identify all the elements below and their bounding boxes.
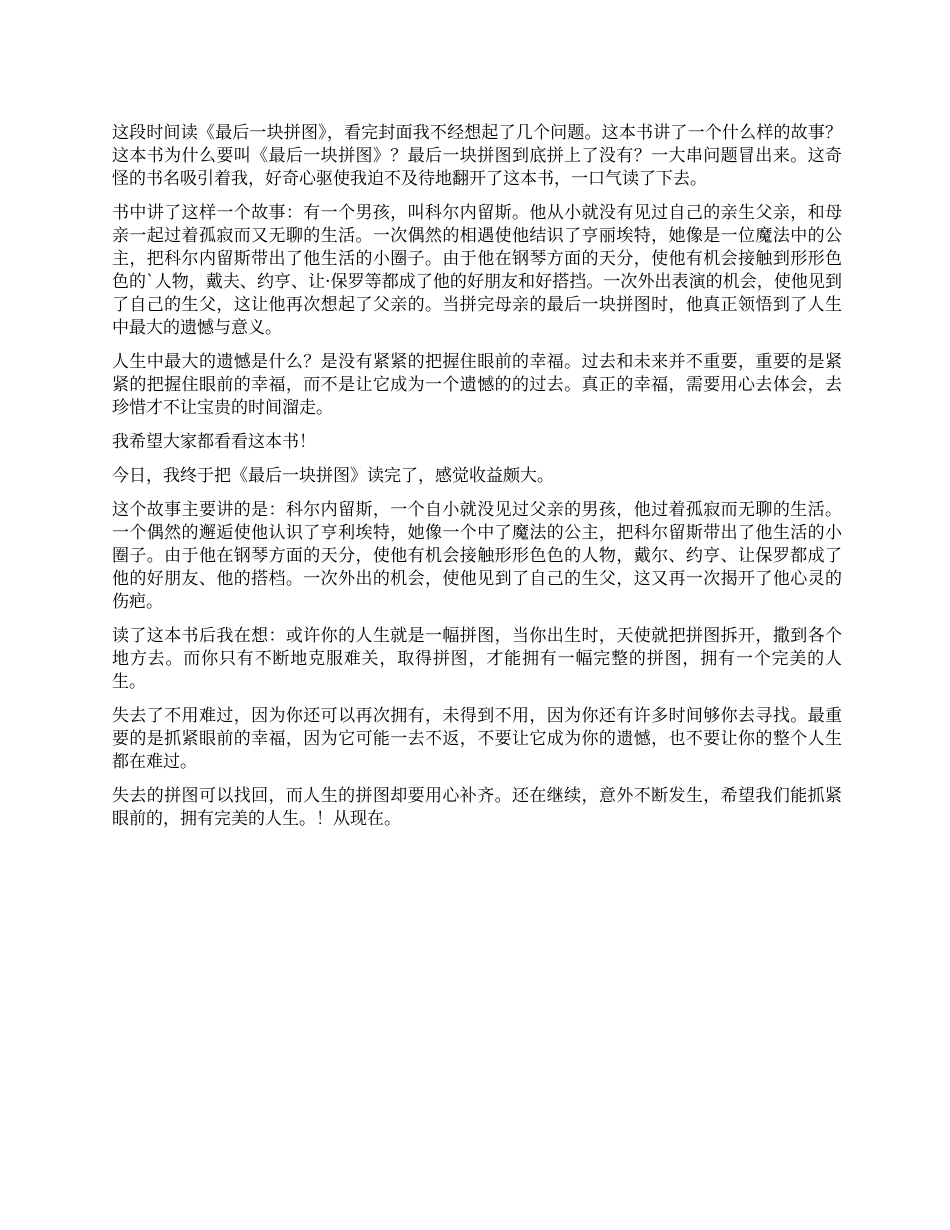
paragraph-9: 失去的拼图可以找回，而人生的拼图却要用心补齐。还在继续，意外不断发生，希望我们能抓紧眼前的，拥有完美的人生。！从现在。 xyxy=(112,786,842,829)
paragraph-8: 失去了不用难过，因为你还可以再次拥有，未得到不用，因为你还有许多时间够你去寻找。最重要的是抓紧眼前的幸福，因为它可能一去不返，不要让它成为你的遗憾，也不要让你的整个人生都在难过。 xyxy=(112,706,842,772)
paragraph-5: 今日，我终于把《最后一块拼图》读完了，感觉收益颇大。 xyxy=(112,466,554,486)
paragraph-7: 读了这本书后我在想：或许你的人生就是一幅拼图，当你出生时，天使就把拼图拆开，撒到各个地方去。而你只有不断地克服难关，取得拼图，才能拥有一幅完整的拼图，拥有一个完美的人生。 xyxy=(112,626,842,692)
paragraph-2: 书中讲了这样一个故事：有一个男孩，叫科尔内留斯。他从小就没有见过自己的亲生父亲，和母亲一起过着孤寂而又无聊的生活。一次偶然的相遇使他结识了亨丽埃特，她像是一位魔法中的公主，把科尔内留斯带出了他生活的小圈子。由于他在钢琴方面的天分，使他有机会接触到形形色色的`人物，戴夫、约亨、让·保罗等都成了他的好朋友和好搭挡。一次外出表演的机会，使他见到了自己的生父，这让他再次想起了父亲的。当拼完母亲的最后一块拼图时，他真正领悟到了人生中最大的遗憾与意义。 xyxy=(112,203,842,338)
paragraph-3: 人生中最大的遗憾是什么？是没有紧紧的把握住眼前的幸福。过去和未来并不重要，重要的是紧紧的把握住眼前的幸福，而不是让它成为一个遗憾的的过去。真正的幸福，需要用心去体会，去珍惜才不让宝贵的时间溜走。 xyxy=(112,352,842,418)
paragraph-1: 这段时间读《最后一块拼图》，看完封面我不经想起了几个问题。这本书讲了一个什么样的故事？这本书为什么要叫《最后一块拼图》？最后一块拼图到底拼上了没有？一大串问题冒出来。这奇怪的书名吸引着我，好奇心驱使我迫不及待地翻开了这本书，一口气读了下去。 xyxy=(112,123,842,189)
document-body xyxy=(112,122,842,842)
paragraph-6: 这个故事主要讲的是：科尔内留斯，一个自小就没见过父亲的男孩，他过着孤寂而无聊的生活。一个偶然的邂逅使他认识了亨利埃特，她像一个中了魔法的公主，把科尔留斯带出了他生活的小圈子。由于他在钢琴方面的天分，使他有机会接触形形色色的人物，戴尔、约亨、让保罗都成了他的好朋友、他的搭档。一次外出的机会，使他见到了自己的生父，这又再一次揭开了他心灵的伤疤。 xyxy=(112,500,842,612)
paragraph-4: 我希望大家都看看这本书！ xyxy=(112,432,316,452)
